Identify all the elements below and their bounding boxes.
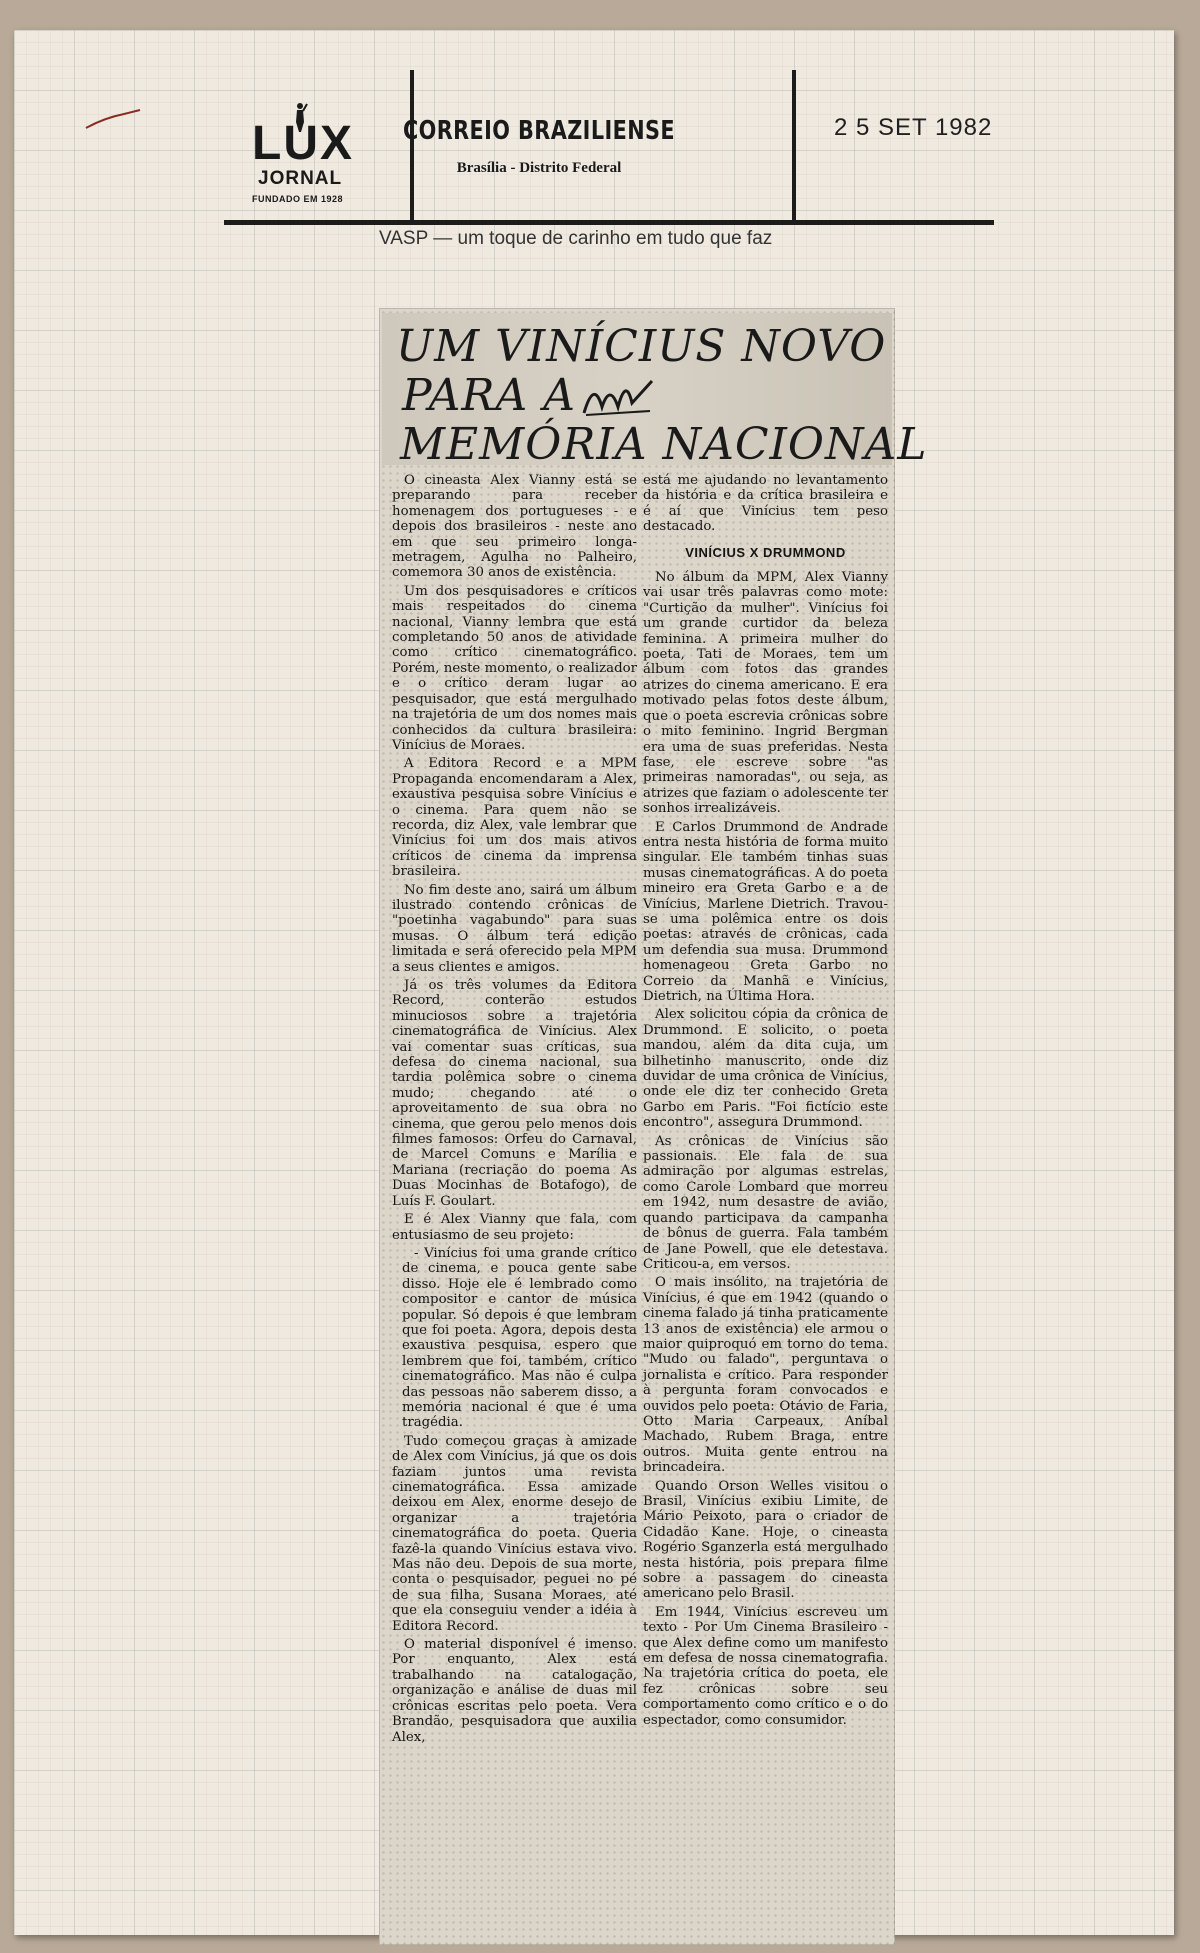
article-paragraph: No fim deste ano, sairá um álbum ilustrado contendo crônicas de "poetinha vagabundo" para suas musas. O álbum terá edição limitada e será oferecido pela MPM a seus clientes e amigos.: [392, 882, 637, 975]
article-paragraph: está me ajudando no levantamento da história e da crítica brasileira e é aí que Vinícius tem peso destacado.: [643, 473, 888, 535]
graph-paper-sheet: [14, 30, 1174, 1935]
masthead: [224, 68, 994, 226]
article-paragraph: As crônicas de Vinícius são passionais. Ele fala de sua admiração por algumas estrelas, como Carole Lombard que morreu em 1942, num desastre de avião, quando participava da campanha de bônus de guerra. Fala também de Jane Powell, que ele detestava. Criticou-a, em versos.: [643, 1133, 888, 1272]
newspaper-city: Brasília - Distrito Federal: [456, 160, 622, 176]
masthead-rule: [224, 220, 994, 225]
clipping-date-stamp: 2 5 SET 1982: [834, 114, 993, 141]
article-paragraph: Em 1944, Vinícius escreveu um texto - Por Um Cinema Brasileiro - que Alex define como um manifesto em defesa de nossa cinematografia. Na trajetória crítica do poeta, ele fez crônicas sobre seu comportamento como crítico e o do espectador, como consumidor.: [643, 1604, 888, 1728]
article-paragraph: Um dos pesquisadores e críticos mais respeitados do cinema nacional, Vianny lembra que está completando 50 anos de atividade como crítico cinematográfico. Porém, neste momento, o realizador e o crítico deram lugar ao pesquisador, que está mergulhado na trajetória de um dos nomes mais conhecidos da cultura brasileira: Vinícius de Moraes.: [392, 583, 637, 753]
logo-word: LUX: [252, 117, 354, 170]
article-subheading: VINÍCIUS X DRUMMOND: [685, 544, 846, 560]
logo-founded-text: FUNDADO EM 1928: [252, 194, 344, 204]
article-paragraph: Alex solicitou cópia da crônica de Drummond. E solicito, o poeta mandou, além da dita cuja, um bilhetinho manuscrito, onde diz duvidar de uma crônica de Vinícius, onde ele diz ter conhecido Greta Garbo em Paris. "Foi fictício este encontro", assegura Drummond.: [643, 1007, 888, 1131]
pen-mark-icon: [84, 108, 144, 132]
article-paragraph: Quando Orson Welles visitou o Brasil, Vinícius exibiu Limite, de Mário Peixoto, para o criador de Cidadão Kane. Hoje, o cineasta Rogério Sganzerla está mergulhado nesta história, pois prepara filme sobre a passagem do cineasta americano pelo Brasil.: [643, 1478, 888, 1602]
masthead-divider-right: [792, 70, 796, 222]
newspaper-name: CORREIO BRAZILIENSE: [402, 116, 676, 146]
headline-line-1: UM VINÍCIUS NOVO: [396, 321, 887, 372]
article-paragraph: Tudo começou graças à amizade de Alex com Vinícius, já que os dois faziam juntos uma revista cinematográfica. Essa amizade deixou em Alex, enorme desejo de organizar a trajetória cinematográfica do poeta. Queria fazê-la quando Vinícius estava vivo. Mas não deu. Depois de sua morte, conta o pesquisador, peguei no pé de sua filha, Susana Moraes, até que ela conseguiu vender a idéia à Editora Record.: [392, 1433, 637, 1634]
newspaper-clipping: [379, 308, 928, 1945]
article-quote-paragraph: - Vinícius foi uma grande crítico de cinema, e pouca gente sabe disso. Hoje ele é lembrado como compositor e cantor de música popular. Só depois é que lembram que foi poeta. Agora, depois desta exaustiva pesquisa, espero que lembrem que foi, também, crítico cinematográfico. Mas não é culpa das pessoas não saberem disso, a memória nacional é que é uma tragédia.: [402, 1245, 637, 1431]
article-paragraph: E Carlos Drummond de Andrade entra nesta história de forma muito singular. Ele também tinhas suas musas cinematográficas. A do poeta mineiro era Greta Garbo e a de Vinícius, Marlene Dietrich. Travou-se uma polêmica entre os dois poetas: através de crônicas, cada um defendia sua musa. Drummond homenageou Greta Garbo no Correio da Manhã e Vinícius, Dietrich, na Última Hora.: [643, 819, 888, 1004]
article-paragraph: O material disponível é imenso. Por enquanto, Alex está trabalhando na catalogação, organização e análise de duas mil crônicas escritas pelo poeta. Vera Brandão, pesquisadora que auxilia Alex,: [392, 1637, 637, 1745]
article-paragraph: E é Alex Vianny que fala, com entusiasmo de seu projeto:: [392, 1212, 637, 1243]
article-paragraph: O cineasta Alex Vianny está se preparando para receber homenagem dos portugueses - e depois dos brasileiros - neste ano em que seu primeiro longa-metragem, Agulha no Palheiro, comemora 30 anos de existência.: [392, 473, 637, 581]
article-paragraph: A Editora Record e a MPM Propaganda encomendaram a Alex, exaustiva pesquisa sobre Vinícius e o cinema. Para quem não se recorda, diz Alex, vale lembrar que Vinícius foi um dos mais ativos críticos de cinema da imprensa brasileira.: [392, 756, 637, 880]
article-column-left: [392, 473, 637, 1748]
article-paragraph: Já os três volumes da Editora Record, conterão estudos minuciosos sobre a trajetória cinematográfica de Vinícius. Alex vai comentar suas críticas, sua defesa do cinema nacional, sua tardia polêmica sobre o cinema mudo; chegando até o aproveitamento de sua obra no cinema, que gerou pelo menos dois filmes famosos: Orfeu do Carnaval, de Marcel Comuns e Marília e Mariana (recriação do poema As Duas Mocinhas de Botafogo), de Luís F. Goulart.: [392, 978, 637, 1209]
handwritten-signature-icon: [580, 373, 660, 419]
lux-jornal-logo: [252, 102, 354, 220]
headline-block: [382, 313, 928, 470]
headline-line-3: MEMÓRIA NACIONAL: [400, 419, 928, 470]
article-paragraph: No álbum da MPM, Alex Vianny vai usar três palavras como mote: "Curtição da mulher". Vinícius foi um grande curtidor da beleza feminina. A primeira mulher do poeta, Tati de Moraes, tem um álbum com fotos das grandes atrizes do cinema americano. E era motivado pelas fotos deste álbum, que o poeta escrevia crônicas sobre o mito feminino. Ingrid Bergman era uma de suas preferidas. Nesta fase, ele escreve sobre "as primeiras namoradas", ou seja, as atrizes que faziam o adolescente ter sonhos irrealizáveis.: [643, 570, 888, 817]
article-paragraph: O mais insólito, na trajetória de Vinícius, é que em 1942 (quando o cinema falado já tinha praticamente 13 anos de existência) ele armou o maior quiproquó em torno do tema. "Mudo ou falado", perguntava o jornalista e crítico. Para responder à pergunta foram convocados e ouvidos pelo poeta: Otávio de Faria, Otto Maria Carpeaux, Aníbal Machado, Rubem Braga, entre outros. Muita gente entrou na brincadeira.: [643, 1275, 888, 1476]
masthead-divider-left: [410, 70, 414, 222]
logo-subtitle: JORNAL: [258, 168, 343, 189]
article-column-right: [643, 473, 888, 1731]
sponsor-slogan: VASP — um toque de carinho em tudo que faz: [379, 228, 773, 249]
headline-line-2: PARA A: [402, 370, 577, 421]
